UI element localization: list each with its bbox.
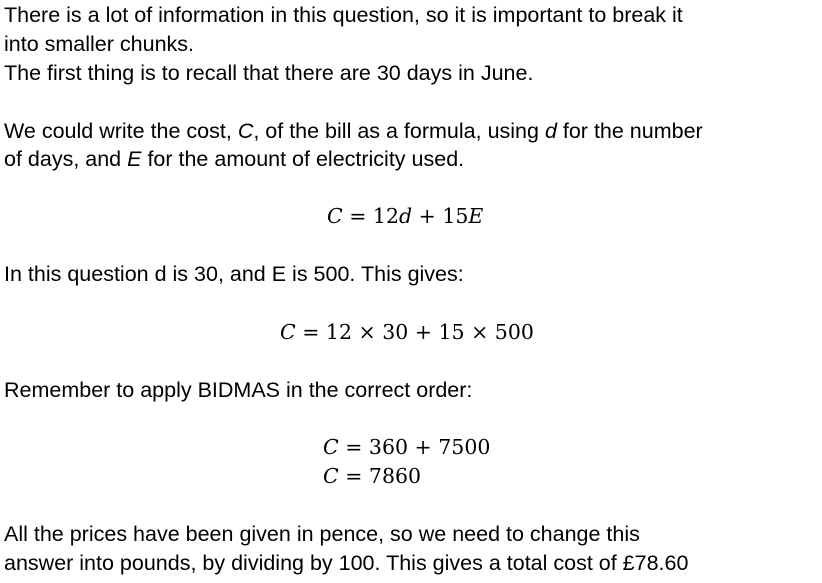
eq-lhs-C: C <box>323 435 339 459</box>
intro-line-1: There is a lot of information in this question, so it is important to break it <box>4 3 683 27</box>
eq-var-d: d <box>398 204 413 228</box>
bidmas-text: Remember to apply BIDMAS in the correct order: <box>4 378 473 402</box>
formula-intro-line-1 <box>4 121 703 143</box>
variable-C: C <box>237 119 254 143</box>
cost-formula <box>327 206 483 227</box>
conclusion-line-2: answer into pounds, by dividing by 100. This gives a total cost of £78.60 <box>4 551 689 575</box>
substituted-equation <box>280 322 534 343</box>
formula-intro-text-d: of days, and <box>4 147 128 171</box>
formula-intro-text-a: We could write the cost, <box>4 119 238 143</box>
eq-rhs: = 12 × 30 + 15 × 500 <box>295 320 534 344</box>
eq-lhs-C: C <box>280 320 296 344</box>
formula-intro-text-c: for the number <box>556 119 703 143</box>
eq-var-E: E <box>468 204 484 228</box>
variable-d: d <box>544 119 557 143</box>
eq-rhs: = 7860 <box>338 464 422 488</box>
eq-rhs: = 360 + 7500 <box>338 435 491 459</box>
substitution-text: In this question d is 30, and E is 500. This gives: <box>4 262 464 286</box>
step-equation-1 <box>323 437 490 458</box>
eq-part-b: + 15 <box>412 204 469 228</box>
eq-lhs-C: C <box>327 204 343 228</box>
variable-E: E <box>127 147 142 171</box>
step-equation-2 <box>323 466 421 487</box>
eq-lhs-C: C <box>323 464 339 488</box>
intro-line-2: into smaller chunks. <box>4 32 194 56</box>
conclusion-line-1: All the prices have been given in pence, so we need to change this <box>4 522 640 546</box>
formula-intro-text-b: , of the bill as a formula, using <box>253 119 545 143</box>
formula-intro-line-2 <box>4 149 464 171</box>
formula-intro-text-e: for the amount of electricity used. <box>141 147 465 171</box>
eq-part-a: = 12 <box>342 204 399 228</box>
intro-line-3: The first thing is to recall that there are 30 days in June. <box>4 61 534 85</box>
